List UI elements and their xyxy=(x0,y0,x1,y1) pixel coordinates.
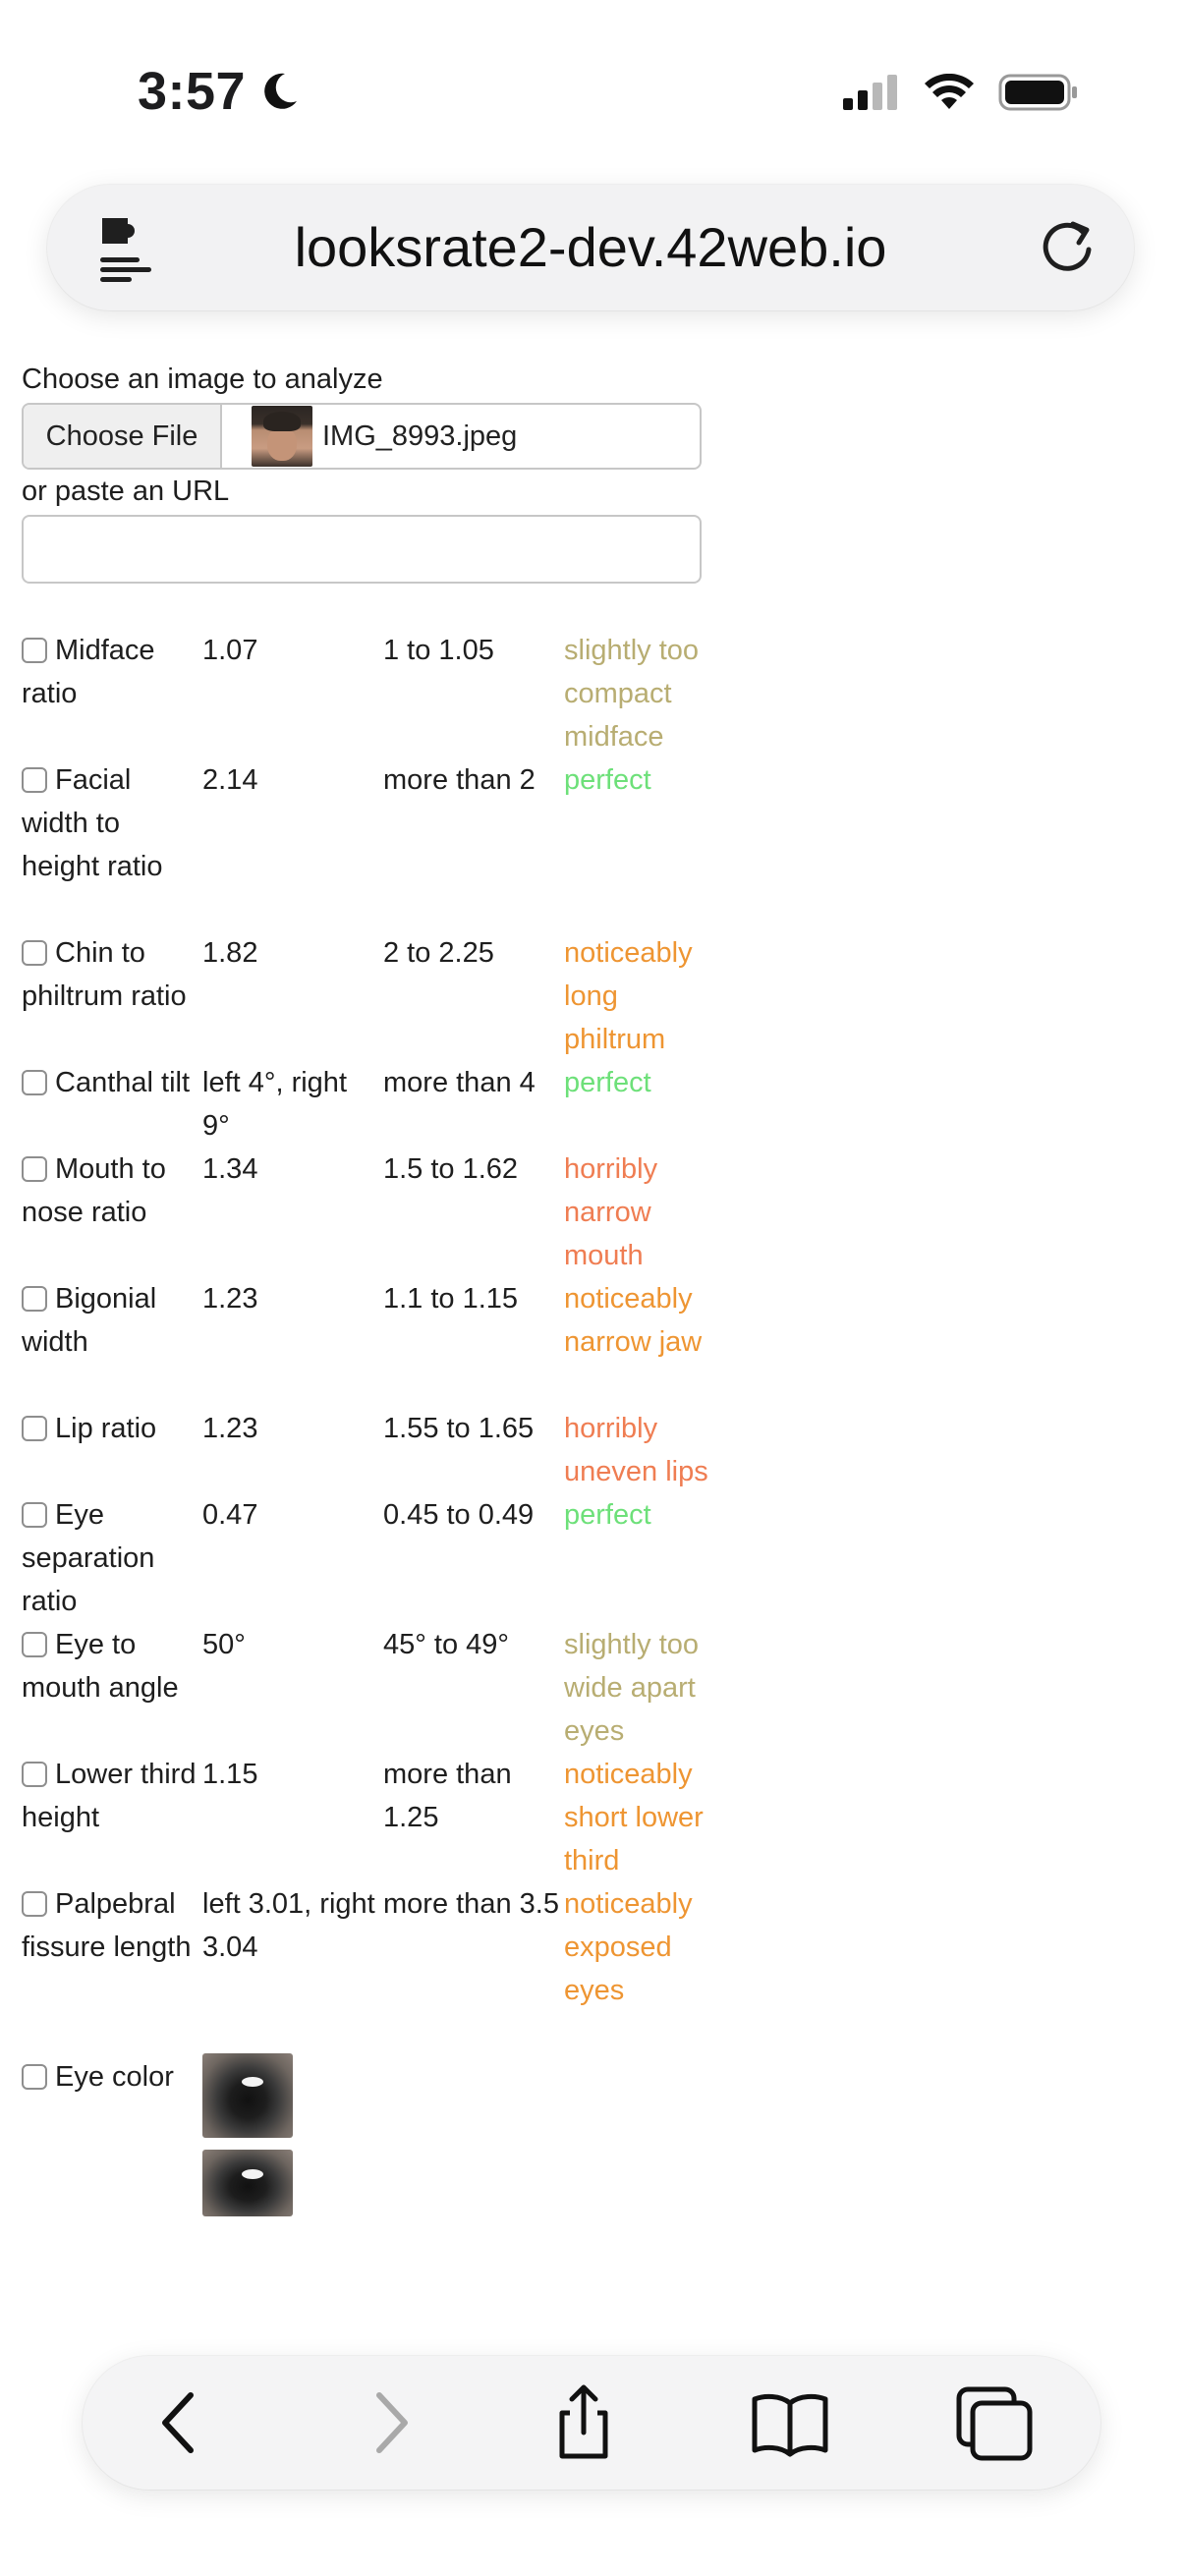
metric-verdict: noticeably exposed eyes xyxy=(564,1888,693,2006)
eye-color-row xyxy=(22,2055,729,2242)
metric-name: Chin to philtrum ratio xyxy=(22,937,187,1012)
metric-name: Lip ratio xyxy=(55,1413,157,1444)
left-eye-swatch xyxy=(202,2053,293,2138)
metric-row xyxy=(22,1061,729,1148)
metric-value: 1.15 xyxy=(202,1759,258,1790)
metric-ideal-range: 0.45 to 0.49 xyxy=(383,1499,535,1531)
metric-name-cell xyxy=(22,1753,198,1839)
metric-checkbox[interactable] xyxy=(22,940,47,966)
metric-checkbox[interactable] xyxy=(22,1416,47,1441)
metric-name-cell xyxy=(22,931,198,1018)
paste-url-label: or paste an URL xyxy=(22,476,230,507)
metric-name-cell xyxy=(22,1882,198,1969)
metric-verdict: slightly too wide apart eyes xyxy=(564,1629,700,1747)
file-thumbnail xyxy=(252,406,312,467)
url-text[interactable]: looksrate2-dev.42web.io xyxy=(294,216,887,278)
status-time xyxy=(138,61,301,122)
metric-checkbox[interactable] xyxy=(22,767,47,793)
browser-toolbar xyxy=(83,2356,1100,2490)
selected-file-name: IMG_8993.jpeg xyxy=(322,420,518,452)
bookmarks-icon[interactable] xyxy=(751,2383,829,2462)
tabs-icon[interactable] xyxy=(955,2383,1034,2462)
metric-checkbox[interactable] xyxy=(22,1286,47,1312)
metric-name: Bigonial width xyxy=(22,1283,157,1358)
metric-ideal-range: 1 to 1.05 xyxy=(383,635,494,666)
metric-value: left 3.01, right 3.04 xyxy=(202,1888,375,1963)
metric-value: 1.23 xyxy=(202,1413,258,1444)
metric-name-cell xyxy=(22,1277,198,1364)
metrics-table xyxy=(22,629,729,2242)
back-icon[interactable] xyxy=(143,2383,222,2462)
metric-name: Mouth to nose ratio xyxy=(22,1153,166,1228)
metric-verdict: horribly narrow mouth xyxy=(564,1153,658,1271)
metric-checkbox[interactable] xyxy=(22,1762,47,1787)
metric-checkbox[interactable] xyxy=(22,1156,47,1182)
metric-name-cell xyxy=(22,1061,198,1104)
metric-name-cell xyxy=(22,1493,198,1623)
metric-name-cell xyxy=(22,758,198,888)
metric-verdict: noticeably narrow jaw xyxy=(564,1283,703,1358)
metric-name-cell xyxy=(22,1148,198,1234)
metric-verdict: noticeably short lower third xyxy=(564,1759,704,1876)
metric-name: Midface ratio xyxy=(22,635,155,709)
metric-ideal-range: more than 1.25 xyxy=(383,1759,512,1833)
metric-verdict: perfect xyxy=(564,764,651,796)
metric-value: 2.14 xyxy=(202,764,258,796)
metric-name-cell xyxy=(22,629,198,715)
eye-glint xyxy=(242,2169,263,2179)
metric-name: Eye color xyxy=(55,2061,174,2093)
metric-verdict: noticeably long philtrum xyxy=(564,937,693,1055)
battery-icon xyxy=(998,73,1079,112)
share-icon[interactable] xyxy=(544,2383,623,2462)
metric-value: 0.47 xyxy=(202,1499,258,1531)
metric-row xyxy=(22,629,729,758)
metric-value: left 4°, right 9° xyxy=(202,1067,347,1142)
metric-row xyxy=(22,931,729,1061)
metric-row xyxy=(22,1148,729,1277)
metric-row xyxy=(22,1753,729,1882)
metric-verdict: perfect xyxy=(564,1067,651,1098)
forward-icon xyxy=(348,2383,426,2462)
metric-name-cell xyxy=(22,1623,198,1709)
metric-name: Palpebral fissure length xyxy=(22,1888,192,1963)
metric-ideal-range: 2 to 2.25 xyxy=(383,937,494,969)
metric-value: 1.82 xyxy=(202,937,258,969)
metric-row xyxy=(22,1407,729,1493)
metric-name: Eye to mouth angle xyxy=(22,1629,179,1704)
metric-ideal-range: 45° to 49° xyxy=(383,1629,510,1660)
url-input[interactable] xyxy=(22,515,702,584)
metric-name-cell xyxy=(22,2055,198,2099)
metric-value: 1.23 xyxy=(202,1283,258,1315)
metric-row xyxy=(22,1882,729,2055)
metric-value: 1.34 xyxy=(202,1153,258,1185)
metric-checkbox[interactable] xyxy=(22,1502,47,1528)
metric-checkbox[interactable] xyxy=(22,1891,47,1917)
choose-image-label: Choose an image to analyze xyxy=(22,364,383,395)
metric-checkbox[interactable] xyxy=(22,1070,47,1095)
status-time-text: 3:57 xyxy=(138,62,247,121)
metric-value: 50° xyxy=(202,1629,246,1660)
metric-ideal-range: 1.55 to 1.65 xyxy=(383,1413,535,1444)
metric-checkbox[interactable] xyxy=(22,2064,47,2090)
metric-value: 1.07 xyxy=(202,635,258,666)
metric-ideal-range: more than 3.5 xyxy=(383,1888,559,1920)
metric-checkbox[interactable] xyxy=(22,1632,47,1657)
metric-name-cell xyxy=(22,1407,198,1450)
eye-swatches xyxy=(202,2053,379,2228)
metric-ideal-range: 1.1 to 1.15 xyxy=(383,1283,519,1315)
metric-name: Eye separation ratio xyxy=(22,1499,155,1617)
metric-row xyxy=(22,1277,729,1407)
metric-row xyxy=(22,1493,729,1623)
metric-ideal-range: 1.5 to 1.62 xyxy=(383,1153,519,1185)
metric-name: Facial width to height ratio xyxy=(22,764,163,882)
file-input[interactable] xyxy=(22,403,702,470)
address-bar[interactable] xyxy=(47,185,1134,310)
reload-icon[interactable] xyxy=(1034,214,1100,281)
moon-icon xyxy=(257,70,301,113)
metric-name: Canthal tilt xyxy=(55,1067,191,1098)
choose-file-button[interactable]: Choose File xyxy=(24,405,222,468)
metric-checkbox[interactable] xyxy=(22,638,47,663)
wifi-icon xyxy=(924,74,975,111)
metric-verdict: perfect xyxy=(564,1499,651,1531)
metric-verdict: slightly too compact midface xyxy=(564,635,700,753)
metric-ideal-range: more than 2 xyxy=(383,764,536,796)
status-icons xyxy=(841,73,1079,112)
cellular-signal-icon xyxy=(841,75,900,110)
metric-row xyxy=(22,1623,729,1753)
metric-name: Lower third height xyxy=(22,1759,197,1833)
eye-glint xyxy=(242,2077,263,2087)
metric-verdict: horribly uneven lips xyxy=(564,1413,708,1487)
extension-menu-icon[interactable] xyxy=(85,204,173,293)
metric-ideal-range: more than 4 xyxy=(383,1067,536,1098)
metric-row xyxy=(22,758,729,931)
right-eye-swatch xyxy=(202,2150,293,2216)
